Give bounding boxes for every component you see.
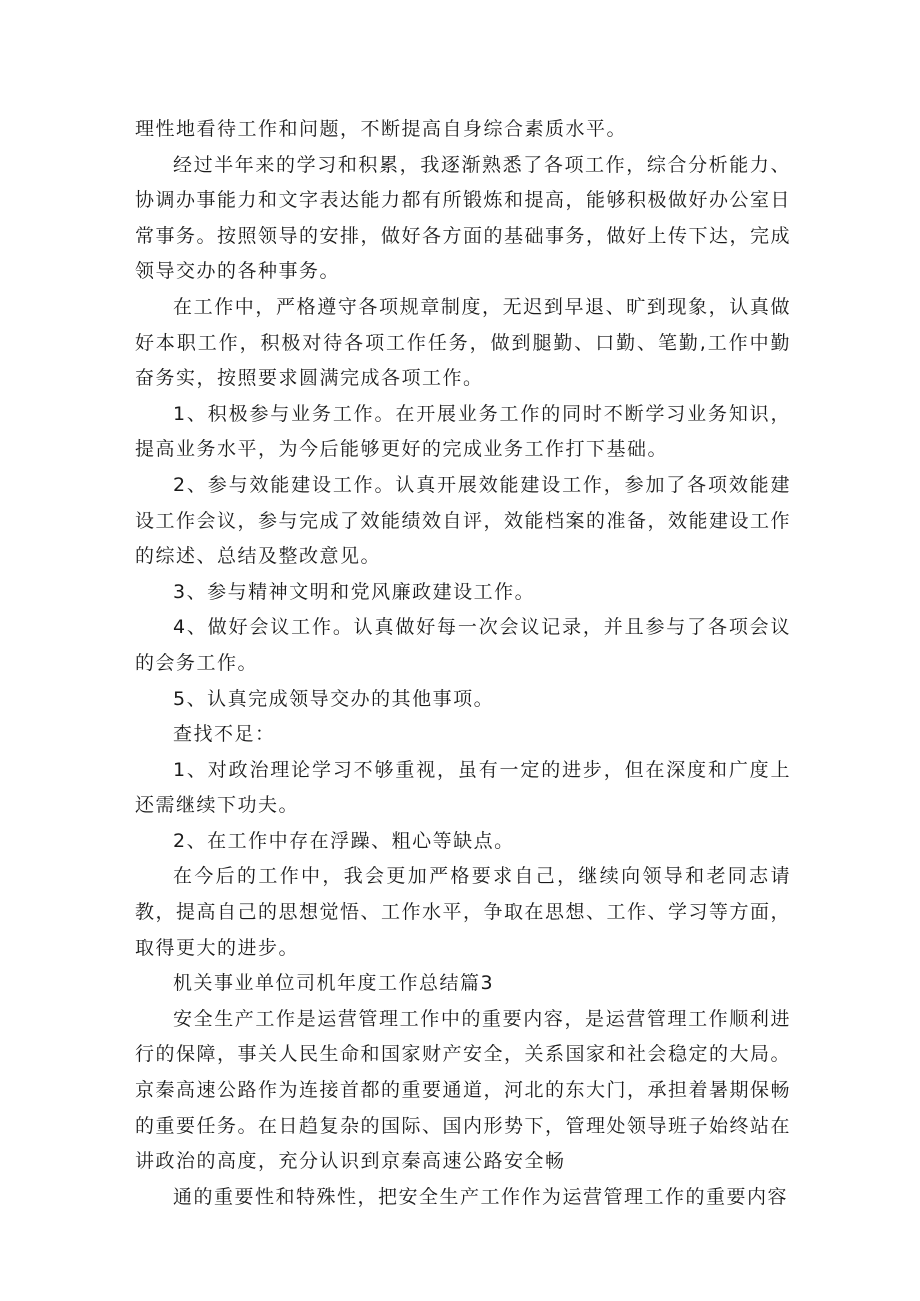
paragraph: 安全生产工作是运营管理工作中的重要内容，是运营管理工作顺利进行的保障，事关人民生命和国家财产安全，关系国家和社会稳定的大局。京秦高速公路作为连接首都的重要通道，河北的东大门，承担着暑期保畅的重要任务。在日趋复杂的国际、国内形势下，管理处领导班子始终站在讲政治的高度，充分认识到京秦高速公路安全畅 [135, 1007, 792, 1173]
list-item: 1、积极参与业务工作。在开展业务工作的同时不断学习业务知识，提高业务水平，为今后能够更好的完成业务工作打下基础。 [135, 402, 791, 461]
list-item: 4、做好会议工作。认真做好每一次会议记录，并且参与了各项会议的会务工作。 [135, 616, 791, 674]
paragraph: 在今后的工作中，我会更加严格要求自己，继续向领导和老同志请教，提高自己的思想觉悟、工作水平，争取在思想、工作、学习等方面，取得更大的进步。 [135, 865, 792, 959]
section-heading: 机关事业单位司机年度工作总结篇3 [173, 972, 495, 995]
paragraph-continuation: 理性地看待工作和问题，不断提高自身综合素质水平。 [135, 118, 628, 140]
list-item: 5、认真完成领导交办的其他事项。 [173, 687, 495, 710]
list-item: 2、在工作中存在浮躁、粗心等缺点。 [173, 829, 515, 852]
section-label: 查找不足： [173, 723, 276, 746]
list-item: 3、参与精神文明和党风廉政建设工作。 [173, 580, 536, 603]
paragraph: 在工作中，严格遵守各项规章制度，无迟到早退、旷到现象，认真做好本职工作，积极对待各项工作任务，做到腿勤、口勤、笔勤,工作中勤奋务实，按照要求圆满完成各项工作。 [135, 295, 791, 390]
document-body [135, 112, 791, 1215]
paragraph: 经过半年来的学习和积累，我逐渐熟悉了各项工作，综合分析能力、协调办事能力和文字表达能力都有所锻炼和提高，能够积极做好办公室日常事务。按照领导的安排，做好各方面的基础事务，做好上传下达，完成领导交办的各种事务。 [135, 153, 792, 283]
list-item: 1、对政治理论学习不够重视，虽有一定的进步，但在深度和广度上还需继续下功夫。 [135, 758, 791, 817]
paragraph: 通的重要性和特殊性，把安全生产工作作为运营管理工作的重要内容 [173, 1185, 789, 1208]
list-item: 2、参与效能建设工作。认真开展效能建设工作，参加了各项效能建设工作会议，参与完成了效能绩效自评，效能档案的准备，效能建设工作的综述、总结及整改意见。 [135, 473, 792, 568]
